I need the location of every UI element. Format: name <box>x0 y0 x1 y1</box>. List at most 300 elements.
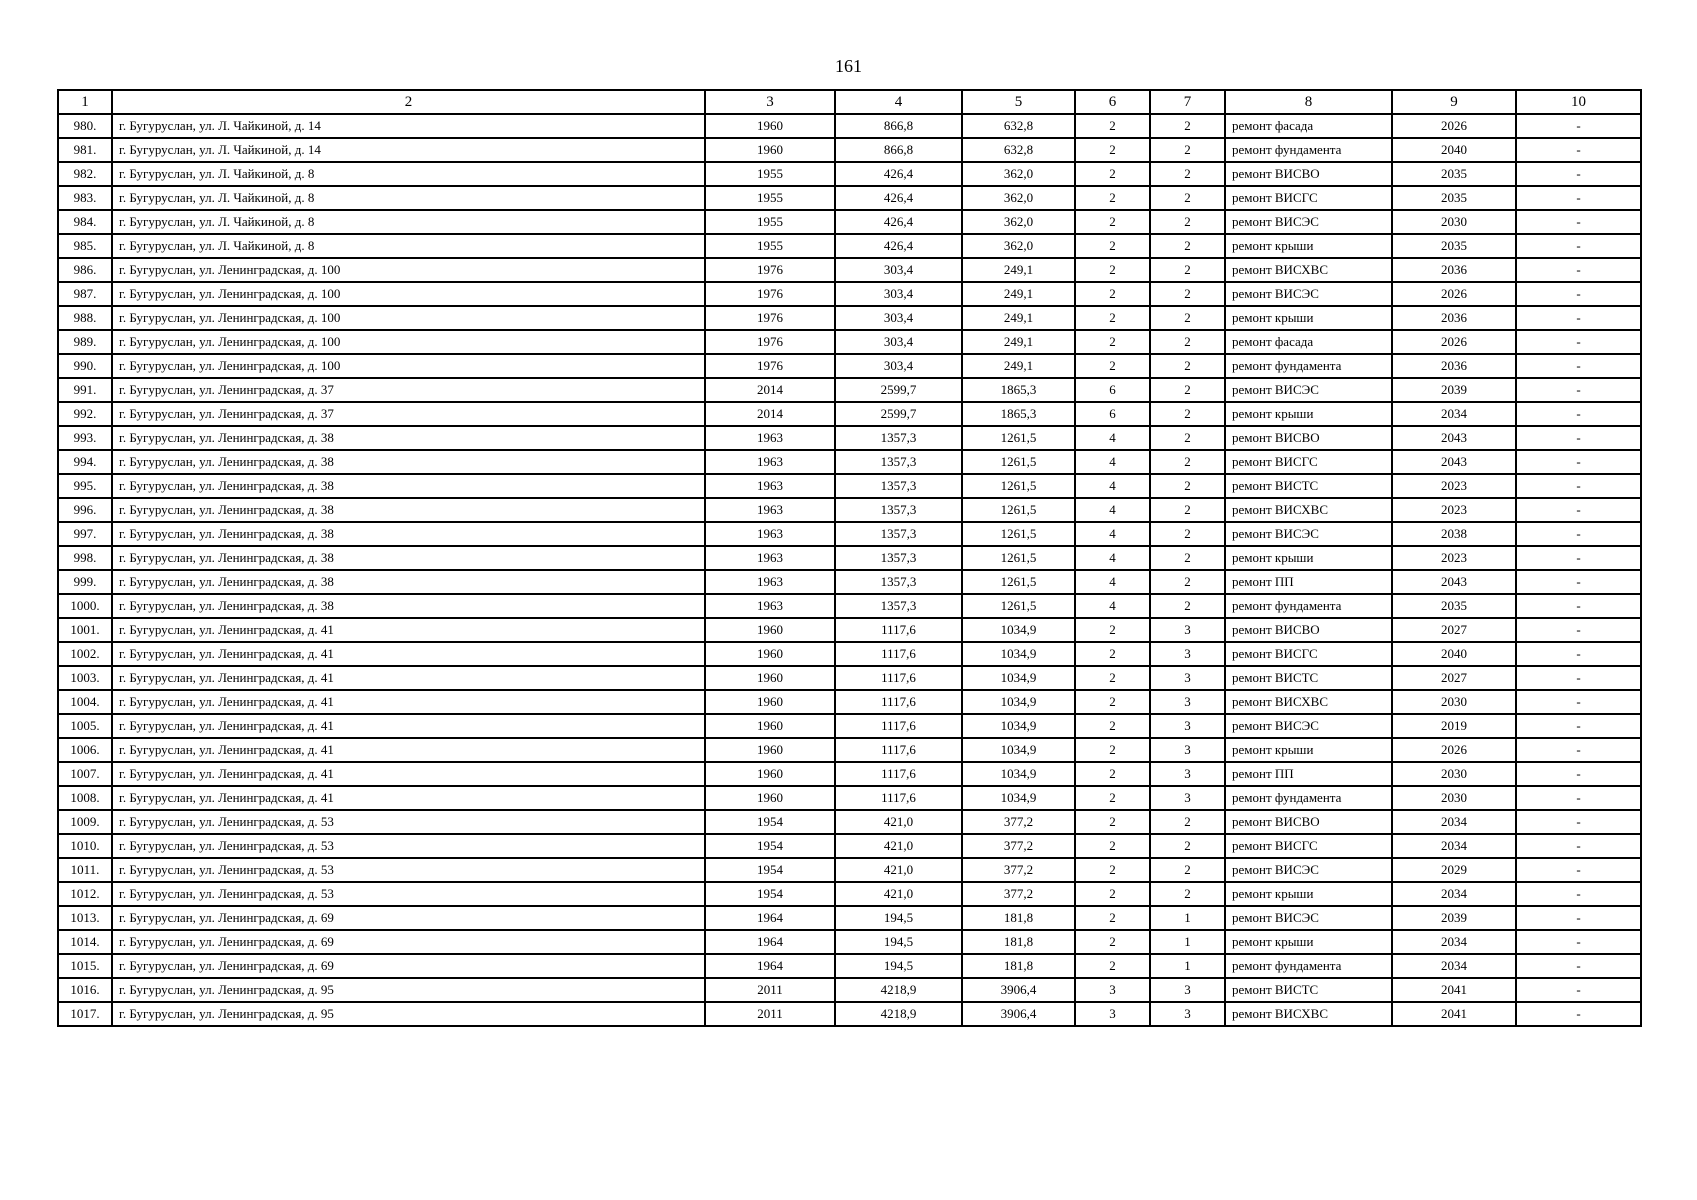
planned-year-cell: 2034 <box>1392 882 1516 906</box>
year-built-cell: 1964 <box>705 906 835 930</box>
column-header-3: 3 <box>705 90 835 114</box>
floors-cell: 4 <box>1075 474 1150 498</box>
table-row <box>58 762 1641 786</box>
total-area-cell: 2599,7 <box>835 378 962 402</box>
floors-cell: 4 <box>1075 570 1150 594</box>
planned-year-cell: 2030 <box>1392 690 1516 714</box>
year-built-cell: 1960 <box>705 138 835 162</box>
planned-year-cell: 2034 <box>1392 834 1516 858</box>
living-area-cell: 1034,9 <box>962 738 1075 762</box>
year-built-cell: 1955 <box>705 210 835 234</box>
entrances-cell: 2 <box>1150 306 1225 330</box>
planned-year-cell: 2039 <box>1392 906 1516 930</box>
living-area-cell: 1261,5 <box>962 546 1075 570</box>
year-built-cell: 1976 <box>705 354 835 378</box>
entrances-cell: 2 <box>1150 498 1225 522</box>
table-row <box>58 1002 1641 1026</box>
table-row <box>58 666 1641 690</box>
living-area-cell: 1261,5 <box>962 522 1075 546</box>
note-cell: - <box>1516 426 1641 450</box>
entrances-cell: 2 <box>1150 450 1225 474</box>
year-built-cell: 1955 <box>705 234 835 258</box>
entrances-cell: 2 <box>1150 378 1225 402</box>
entrances-cell: 2 <box>1150 810 1225 834</box>
address-cell: г. Бугуруслан, ул. Ленинградская, д. 41 <box>112 738 705 762</box>
note-cell: - <box>1516 210 1641 234</box>
note-cell: - <box>1516 114 1641 138</box>
floors-cell: 2 <box>1075 666 1150 690</box>
planned-year-cell: 2023 <box>1392 498 1516 522</box>
floors-cell: 2 <box>1075 762 1150 786</box>
planned-year-cell: 2035 <box>1392 162 1516 186</box>
note-cell: - <box>1516 402 1641 426</box>
table-row <box>58 162 1641 186</box>
column-header-5: 5 <box>962 90 1075 114</box>
work-type-cell: ремонт ВИСХВС <box>1225 690 1392 714</box>
work-type-cell: ремонт крыши <box>1225 306 1392 330</box>
living-area-cell: 1261,5 <box>962 594 1075 618</box>
row-number-cell: 1000. <box>58 594 112 618</box>
work-type-cell: ремонт ВИСХВС <box>1225 258 1392 282</box>
living-area-cell: 362,0 <box>962 234 1075 258</box>
address-cell: г. Бугуруслан, ул. Ленинградская, д. 37 <box>112 402 705 426</box>
note-cell: - <box>1516 906 1641 930</box>
row-number-cell: 1009. <box>58 810 112 834</box>
total-area-cell: 426,4 <box>835 234 962 258</box>
row-number-cell: 1008. <box>58 786 112 810</box>
floors-cell: 4 <box>1075 450 1150 474</box>
work-type-cell: ремонт фасада <box>1225 330 1392 354</box>
work-type-cell: ремонт ВИСВО <box>1225 426 1392 450</box>
year-built-cell: 1963 <box>705 498 835 522</box>
total-area-cell: 866,8 <box>835 138 962 162</box>
floors-cell: 2 <box>1075 210 1150 234</box>
note-cell: - <box>1516 282 1641 306</box>
column-header-9: 9 <box>1392 90 1516 114</box>
row-number-cell: 980. <box>58 114 112 138</box>
total-area-cell: 1117,6 <box>835 666 962 690</box>
total-area-cell: 1117,6 <box>835 642 962 666</box>
floors-cell: 2 <box>1075 714 1150 738</box>
total-area-cell: 426,4 <box>835 162 962 186</box>
note-cell: - <box>1516 1002 1641 1026</box>
living-area-cell: 1261,5 <box>962 450 1075 474</box>
planned-year-cell: 2026 <box>1392 282 1516 306</box>
entrances-cell: 2 <box>1150 354 1225 378</box>
year-built-cell: 1954 <box>705 858 835 882</box>
note-cell: - <box>1516 138 1641 162</box>
address-cell: г. Бугуруслан, ул. Ленинградская, д. 69 <box>112 906 705 930</box>
note-cell: - <box>1516 642 1641 666</box>
address-cell: г. Бугуруслан, ул. Ленинградская, д. 100 <box>112 306 705 330</box>
living-area-cell: 1034,9 <box>962 762 1075 786</box>
year-built-cell: 1954 <box>705 882 835 906</box>
address-cell: г. Бугуруслан, ул. Ленинградская, д. 41 <box>112 762 705 786</box>
living-area-cell: 249,1 <box>962 306 1075 330</box>
table-row <box>58 330 1641 354</box>
address-cell: г. Бугуруслан, ул. Ленинградская, д. 41 <box>112 690 705 714</box>
address-cell: г. Бугуруслан, ул. Ленинградская, д. 69 <box>112 954 705 978</box>
address-cell: г. Бугуруслан, ул. Ленинградская, д. 69 <box>112 930 705 954</box>
planned-year-cell: 2023 <box>1392 474 1516 498</box>
address-cell: г. Бугуруслан, ул. Ленинградская, д. 37 <box>112 378 705 402</box>
entrances-cell: 2 <box>1150 522 1225 546</box>
row-number-cell: 998. <box>58 546 112 570</box>
table-row <box>58 474 1641 498</box>
total-area-cell: 303,4 <box>835 282 962 306</box>
row-number-cell: 981. <box>58 138 112 162</box>
living-area-cell: 3906,4 <box>962 1002 1075 1026</box>
table-row <box>58 234 1641 258</box>
row-number-cell: 994. <box>58 450 112 474</box>
planned-year-cell: 2023 <box>1392 546 1516 570</box>
total-area-cell: 426,4 <box>835 186 962 210</box>
work-type-cell: ремонт ВИСГС <box>1225 642 1392 666</box>
entrances-cell: 2 <box>1150 162 1225 186</box>
table-row <box>58 138 1641 162</box>
work-type-cell: ремонт ВИСВО <box>1225 162 1392 186</box>
work-type-cell: ремонт фундамента <box>1225 954 1392 978</box>
work-type-cell: ремонт ВИСТС <box>1225 978 1392 1002</box>
table-header <box>58 90 1641 114</box>
row-number-cell: 987. <box>58 282 112 306</box>
work-type-cell: ремонт ВИСЭС <box>1225 210 1392 234</box>
row-number-cell: 1014. <box>58 930 112 954</box>
year-built-cell: 1964 <box>705 954 835 978</box>
year-built-cell: 1963 <box>705 522 835 546</box>
total-area-cell: 194,5 <box>835 906 962 930</box>
address-cell: г. Бугуруслан, ул. Л. Чайкиной, д. 8 <box>112 210 705 234</box>
address-cell: г. Бугуруслан, ул. Ленинградская, д. 41 <box>112 642 705 666</box>
living-area-cell: 362,0 <box>962 210 1075 234</box>
floors-cell: 4 <box>1075 426 1150 450</box>
row-number-cell: 1007. <box>58 762 112 786</box>
row-number-cell: 997. <box>58 522 112 546</box>
note-cell: - <box>1516 186 1641 210</box>
living-area-cell: 3906,4 <box>962 978 1075 1002</box>
floors-cell: 2 <box>1075 282 1150 306</box>
row-number-cell: 982. <box>58 162 112 186</box>
table-row <box>58 522 1641 546</box>
total-area-cell: 1117,6 <box>835 690 962 714</box>
address-cell: г. Бугуруслан, ул. Ленинградская, д. 53 <box>112 882 705 906</box>
total-area-cell: 1357,3 <box>835 522 962 546</box>
entrances-cell: 3 <box>1150 618 1225 642</box>
table-row <box>58 906 1641 930</box>
total-area-cell: 1357,3 <box>835 546 962 570</box>
work-type-cell: ремонт фундамента <box>1225 138 1392 162</box>
work-type-cell: ремонт крыши <box>1225 402 1392 426</box>
entrances-cell: 2 <box>1150 282 1225 306</box>
work-type-cell: ремонт фундамента <box>1225 594 1392 618</box>
entrances-cell: 2 <box>1150 474 1225 498</box>
work-type-cell: ремонт ПП <box>1225 570 1392 594</box>
planned-year-cell: 2043 <box>1392 450 1516 474</box>
floors-cell: 2 <box>1075 258 1150 282</box>
address-cell: г. Бугуруслан, ул. Ленинградская, д. 41 <box>112 618 705 642</box>
floors-cell: 2 <box>1075 642 1150 666</box>
entrances-cell: 2 <box>1150 114 1225 138</box>
floors-cell: 4 <box>1075 594 1150 618</box>
planned-year-cell: 2038 <box>1392 522 1516 546</box>
work-type-cell: ремонт ВИСЭС <box>1225 858 1392 882</box>
year-built-cell: 1960 <box>705 762 835 786</box>
table-row <box>58 642 1641 666</box>
total-area-cell: 1117,6 <box>835 738 962 762</box>
table-row <box>58 306 1641 330</box>
table-row <box>58 690 1641 714</box>
row-number-cell: 1001. <box>58 618 112 642</box>
address-cell: г. Бугуруслан, ул. Ленинградская, д. 38 <box>112 594 705 618</box>
column-header-8: 8 <box>1225 90 1392 114</box>
planned-year-cell: 2035 <box>1392 594 1516 618</box>
entrances-cell: 2 <box>1150 426 1225 450</box>
total-area-cell: 426,4 <box>835 210 962 234</box>
table-body <box>58 114 1641 1026</box>
floors-cell: 2 <box>1075 882 1150 906</box>
entrances-cell: 2 <box>1150 570 1225 594</box>
year-built-cell: 1960 <box>705 618 835 642</box>
row-number-cell: 1016. <box>58 978 112 1002</box>
note-cell: - <box>1516 378 1641 402</box>
entrances-cell: 2 <box>1150 138 1225 162</box>
table-row <box>58 378 1641 402</box>
note-cell: - <box>1516 882 1641 906</box>
entrances-cell: 3 <box>1150 690 1225 714</box>
year-built-cell: 1963 <box>705 450 835 474</box>
row-number-cell: 1017. <box>58 1002 112 1026</box>
year-built-cell: 1960 <box>705 690 835 714</box>
planned-year-cell: 2030 <box>1392 762 1516 786</box>
row-number-cell: 1006. <box>58 738 112 762</box>
year-built-cell: 1960 <box>705 786 835 810</box>
entrances-cell: 2 <box>1150 234 1225 258</box>
floors-cell: 4 <box>1075 498 1150 522</box>
year-built-cell: 1963 <box>705 570 835 594</box>
work-type-cell: ремонт ВИСЭС <box>1225 714 1392 738</box>
address-cell: г. Бугуруслан, ул. Ленинградская, д. 38 <box>112 426 705 450</box>
planned-year-cell: 2041 <box>1392 978 1516 1002</box>
note-cell: - <box>1516 786 1641 810</box>
address-cell: г. Бугуруслан, ул. Ленинградская, д. 38 <box>112 570 705 594</box>
note-cell: - <box>1516 858 1641 882</box>
planned-year-cell: 2019 <box>1392 714 1516 738</box>
note-cell: - <box>1516 690 1641 714</box>
address-cell: г. Бугуруслан, ул. Л. Чайкиной, д. 14 <box>112 114 705 138</box>
work-type-cell: ремонт ВИСВО <box>1225 618 1392 642</box>
address-cell: г. Бугуруслан, ул. Ленинградская, д. 38 <box>112 498 705 522</box>
address-cell: г. Бугуруслан, ул. Ленинградская, д. 38 <box>112 450 705 474</box>
floors-cell: 2 <box>1075 930 1150 954</box>
living-area-cell: 249,1 <box>962 258 1075 282</box>
note-cell: - <box>1516 306 1641 330</box>
total-area-cell: 194,5 <box>835 954 962 978</box>
floors-cell: 2 <box>1075 618 1150 642</box>
total-area-cell: 1357,3 <box>835 450 962 474</box>
work-type-cell: ремонт ВИСТС <box>1225 474 1392 498</box>
year-built-cell: 1960 <box>705 114 835 138</box>
year-built-cell: 1976 <box>705 258 835 282</box>
note-cell: - <box>1516 594 1641 618</box>
year-built-cell: 1964 <box>705 930 835 954</box>
year-built-cell: 2014 <box>705 378 835 402</box>
year-built-cell: 1955 <box>705 186 835 210</box>
planned-year-cell: 2030 <box>1392 786 1516 810</box>
row-number-cell: 996. <box>58 498 112 522</box>
entrances-cell: 2 <box>1150 186 1225 210</box>
work-type-cell: ремонт ВИСХВС <box>1225 1002 1392 1026</box>
row-number-cell: 993. <box>58 426 112 450</box>
address-cell: г. Бугуруслан, ул. Ленинградская, д. 38 <box>112 474 705 498</box>
row-number-cell: 1003. <box>58 666 112 690</box>
total-area-cell: 4218,9 <box>835 1002 962 1026</box>
address-cell: г. Бугуруслан, ул. Ленинградская, д. 53 <box>112 810 705 834</box>
row-number-cell: 1004. <box>58 690 112 714</box>
total-area-cell: 194,5 <box>835 930 962 954</box>
living-area-cell: 1865,3 <box>962 402 1075 426</box>
row-number-cell: 988. <box>58 306 112 330</box>
year-built-cell: 1963 <box>705 594 835 618</box>
row-number-cell: 983. <box>58 186 112 210</box>
planned-year-cell: 2026 <box>1392 330 1516 354</box>
total-area-cell: 421,0 <box>835 858 962 882</box>
floors-cell: 2 <box>1075 738 1150 762</box>
planned-year-cell: 2035 <box>1392 234 1516 258</box>
work-type-cell: ремонт ВИСТС <box>1225 666 1392 690</box>
planned-year-cell: 2034 <box>1392 954 1516 978</box>
living-area-cell: 632,8 <box>962 114 1075 138</box>
table-row <box>58 594 1641 618</box>
address-cell: г. Бугуруслан, ул. Ленинградская, д. 95 <box>112 1002 705 1026</box>
note-cell: - <box>1516 834 1641 858</box>
total-area-cell: 2599,7 <box>835 402 962 426</box>
entrances-cell: 2 <box>1150 834 1225 858</box>
year-built-cell: 1960 <box>705 738 835 762</box>
table-row <box>58 402 1641 426</box>
total-area-cell: 1357,3 <box>835 498 962 522</box>
year-built-cell: 1963 <box>705 546 835 570</box>
row-number-cell: 999. <box>58 570 112 594</box>
row-number-cell: 1015. <box>58 954 112 978</box>
total-area-cell: 1357,3 <box>835 426 962 450</box>
floors-cell: 4 <box>1075 522 1150 546</box>
work-type-cell: ремонт ВИСЭС <box>1225 378 1392 402</box>
table-row <box>58 282 1641 306</box>
entrances-cell: 1 <box>1150 954 1225 978</box>
year-built-cell: 1954 <box>705 834 835 858</box>
column-header-2: 2 <box>112 90 705 114</box>
living-area-cell: 1034,9 <box>962 618 1075 642</box>
table-row <box>58 114 1641 138</box>
address-cell: г. Бугуруслан, ул. Ленинградская, д. 41 <box>112 786 705 810</box>
living-area-cell: 1034,9 <box>962 786 1075 810</box>
entrances-cell: 3 <box>1150 714 1225 738</box>
total-area-cell: 421,0 <box>835 810 962 834</box>
column-header-7: 7 <box>1150 90 1225 114</box>
floors-cell: 2 <box>1075 810 1150 834</box>
living-area-cell: 249,1 <box>962 330 1075 354</box>
work-type-cell: ремонт крыши <box>1225 546 1392 570</box>
planned-year-cell: 2035 <box>1392 186 1516 210</box>
planned-year-cell: 2036 <box>1392 354 1516 378</box>
work-type-cell: ремонт ВИСЭС <box>1225 522 1392 546</box>
planned-year-cell: 2040 <box>1392 642 1516 666</box>
address-cell: г. Бугуруслан, ул. Ленинградская, д. 41 <box>112 666 705 690</box>
table-row <box>58 546 1641 570</box>
planned-year-cell: 2043 <box>1392 570 1516 594</box>
planned-year-cell: 2036 <box>1392 306 1516 330</box>
planned-year-cell: 2026 <box>1392 114 1516 138</box>
floors-cell: 2 <box>1075 186 1150 210</box>
table-row <box>58 810 1641 834</box>
planned-year-cell: 2041 <box>1392 1002 1516 1026</box>
entrances-cell: 3 <box>1150 762 1225 786</box>
year-built-cell: 2011 <box>705 978 835 1002</box>
address-cell: г. Бугуруслан, ул. Ленинградская, д. 53 <box>112 858 705 882</box>
repair-schedule-table <box>57 89 1642 1027</box>
entrances-cell: 3 <box>1150 642 1225 666</box>
floors-cell: 2 <box>1075 834 1150 858</box>
work-type-cell: ремонт крыши <box>1225 234 1392 258</box>
living-area-cell: 1034,9 <box>962 666 1075 690</box>
floors-cell: 2 <box>1075 954 1150 978</box>
living-area-cell: 377,2 <box>962 834 1075 858</box>
work-type-cell: ремонт фундамента <box>1225 786 1392 810</box>
note-cell: - <box>1516 450 1641 474</box>
address-cell: г. Бугуруслан, ул. Л. Чайкиной, д. 8 <box>112 234 705 258</box>
year-built-cell: 1955 <box>705 162 835 186</box>
total-area-cell: 4218,9 <box>835 978 962 1002</box>
total-area-cell: 421,0 <box>835 882 962 906</box>
entrances-cell: 2 <box>1150 330 1225 354</box>
row-number-cell: 1005. <box>58 714 112 738</box>
column-header-10: 10 <box>1516 90 1641 114</box>
entrances-cell: 2 <box>1150 210 1225 234</box>
planned-year-cell: 2027 <box>1392 666 1516 690</box>
total-area-cell: 1357,3 <box>835 474 962 498</box>
entrances-cell: 1 <box>1150 906 1225 930</box>
total-area-cell: 1117,6 <box>835 618 962 642</box>
address-cell: г. Бугуруслан, ул. Л. Чайкиной, д. 8 <box>112 186 705 210</box>
work-type-cell: ремонт ВИСГС <box>1225 450 1392 474</box>
note-cell: - <box>1516 954 1641 978</box>
note-cell: - <box>1516 234 1641 258</box>
table-row <box>58 210 1641 234</box>
year-built-cell: 1960 <box>705 714 835 738</box>
entrances-cell: 3 <box>1150 666 1225 690</box>
total-area-cell: 1117,6 <box>835 762 962 786</box>
entrances-cell: 2 <box>1150 594 1225 618</box>
table-row <box>58 258 1641 282</box>
row-number-cell: 1011. <box>58 858 112 882</box>
total-area-cell: 303,4 <box>835 330 962 354</box>
table-row <box>58 714 1641 738</box>
table-row <box>58 978 1641 1002</box>
table-row <box>58 882 1641 906</box>
living-area-cell: 377,2 <box>962 810 1075 834</box>
note-cell: - <box>1516 618 1641 642</box>
entrances-cell: 1 <box>1150 930 1225 954</box>
table-row <box>58 570 1641 594</box>
living-area-cell: 181,8 <box>962 930 1075 954</box>
address-cell: г. Бугуруслан, ул. Л. Чайкиной, д. 8 <box>112 162 705 186</box>
note-cell: - <box>1516 666 1641 690</box>
year-built-cell: 1954 <box>705 810 835 834</box>
table-row <box>58 858 1641 882</box>
year-built-cell: 2011 <box>705 1002 835 1026</box>
floors-cell: 2 <box>1075 690 1150 714</box>
entrances-cell: 2 <box>1150 258 1225 282</box>
